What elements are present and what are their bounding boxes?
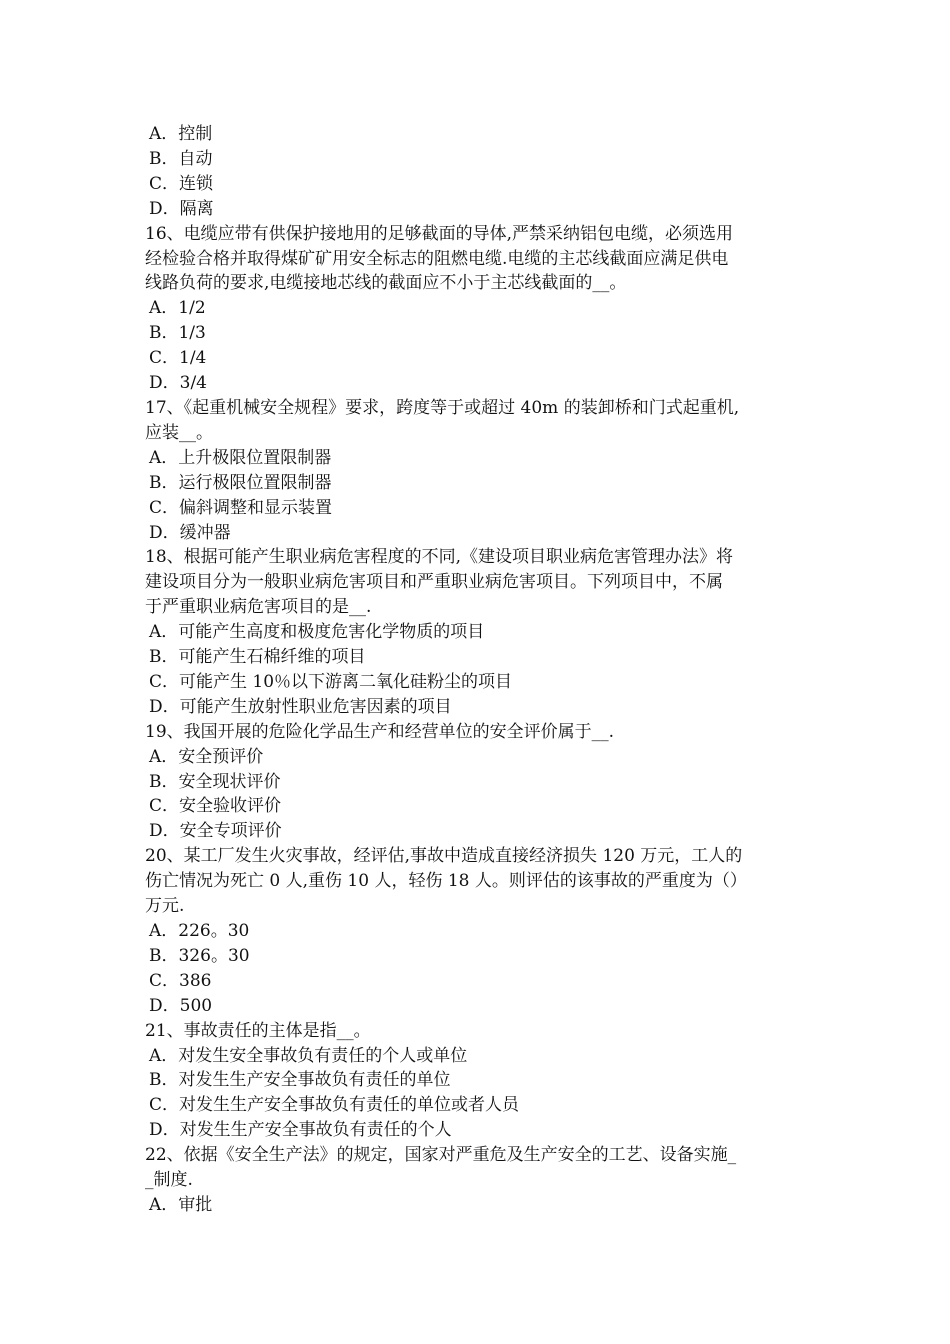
answer-option: C．偏斜调整和显示装置	[149, 497, 333, 518]
answer-option: B．326。30	[149, 945, 250, 966]
answer-option: B．对发生生产安全事故负有责任的单位	[149, 1070, 451, 1091]
answer-option: D．缓冲器	[149, 522, 231, 543]
question-list	[145, 122, 810, 1218]
question-text-line: 建设项目分为一般职业病危害项目和严重职业病危害项目。下列项目中，不属	[145, 572, 723, 593]
answer-option: B．安全现状评价	[149, 771, 281, 792]
answer-option: A．对发生安全事故负有责任的个人或单位	[149, 1045, 468, 1066]
answer-option: C．连锁	[149, 173, 214, 194]
answer-option: C．安全验收评价	[149, 796, 282, 817]
question-text-line: 20、某工厂发生火灾事故，经评估,事故中造成直接经济损失 120 万元，工人的	[145, 846, 743, 867]
question-text-line: 伤亡情况为死亡 0 人,重伤 10 人，轻伤 18 人。则评估的该事故的严重度为（）	[145, 871, 747, 892]
answer-option: A．1/2	[149, 298, 206, 319]
answer-option: A．上升极限位置限制器	[149, 447, 332, 468]
answer-option: A．审批	[149, 1194, 213, 1215]
answer-option: A．控制	[149, 124, 213, 144]
answer-option: D．可能产生放射性职业危害因素的项目	[149, 696, 452, 717]
answer-option: D．500	[149, 995, 213, 1016]
question-text-line: 16、电缆应带有供保护接地用的足够截面的导体,严禁采纳铝包电缆，必须选用	[145, 223, 734, 244]
answer-option: C．386	[149, 970, 212, 991]
answer-option: A．可能产生高度和极度危害化学物质的项目	[149, 622, 485, 643]
answer-option: D．安全专项评价	[149, 821, 282, 842]
question-text-line: 线路负荷的要求,电缆接地芯线的截面应不小于主芯线截面的__。	[145, 273, 627, 294]
answer-option: B．自动	[149, 148, 213, 169]
answer-option: D．对发生生产安全事故负有责任的个人	[149, 1120, 452, 1141]
question-text-line: 21、事故责任的主体是指__。	[145, 1020, 371, 1041]
question-text-line: 应装__。	[145, 422, 213, 443]
answer-option: D．3/4	[149, 373, 207, 394]
answer-option: B．可能产生石棉纤维的项目	[149, 647, 366, 668]
answer-option: B．运行极限位置限制器	[149, 472, 332, 493]
question-text-line: _制度.	[145, 1170, 193, 1191]
question-text-line: 22、依据《安全生产法》的规定，国家对严重危及生产安全的工艺、设备实施_	[145, 1145, 737, 1166]
answer-option: C．1/4	[149, 348, 207, 369]
answer-option: C．对发生生产安全事故负有责任的单位或者人员	[149, 1095, 520, 1116]
answer-option: A．安全预评价	[149, 746, 264, 767]
question-text-line: 经检验合格并取得煤矿矿用安全标志的阻燃电缆.电缆的主芯线截面应满足供电	[145, 248, 729, 269]
answer-option: B．1/3	[149, 323, 206, 344]
question-text-line: 18、根据可能产生职业病危害程度的不同,《建设项目职业病危害管理办法》将	[145, 547, 734, 568]
answer-option: D．隔离	[149, 198, 214, 219]
question-text-line: 17、《起重机械安全规程》要求，跨度等于或超过 40m 的装卸桥和门式起重机,	[145, 397, 740, 418]
question-text-line: 万元.	[145, 896, 185, 917]
question-text-line: 于严重职业病危害项目的是__.	[145, 597, 372, 618]
question-text-line: 19、我国开展的危险化学品生产和经营单位的安全评价属于__.	[145, 721, 615, 742]
answer-option: A．226。30	[149, 921, 250, 941]
answer-option: C．可能产生 10％以下游离二氧化硅粉尘的项目	[149, 671, 513, 692]
